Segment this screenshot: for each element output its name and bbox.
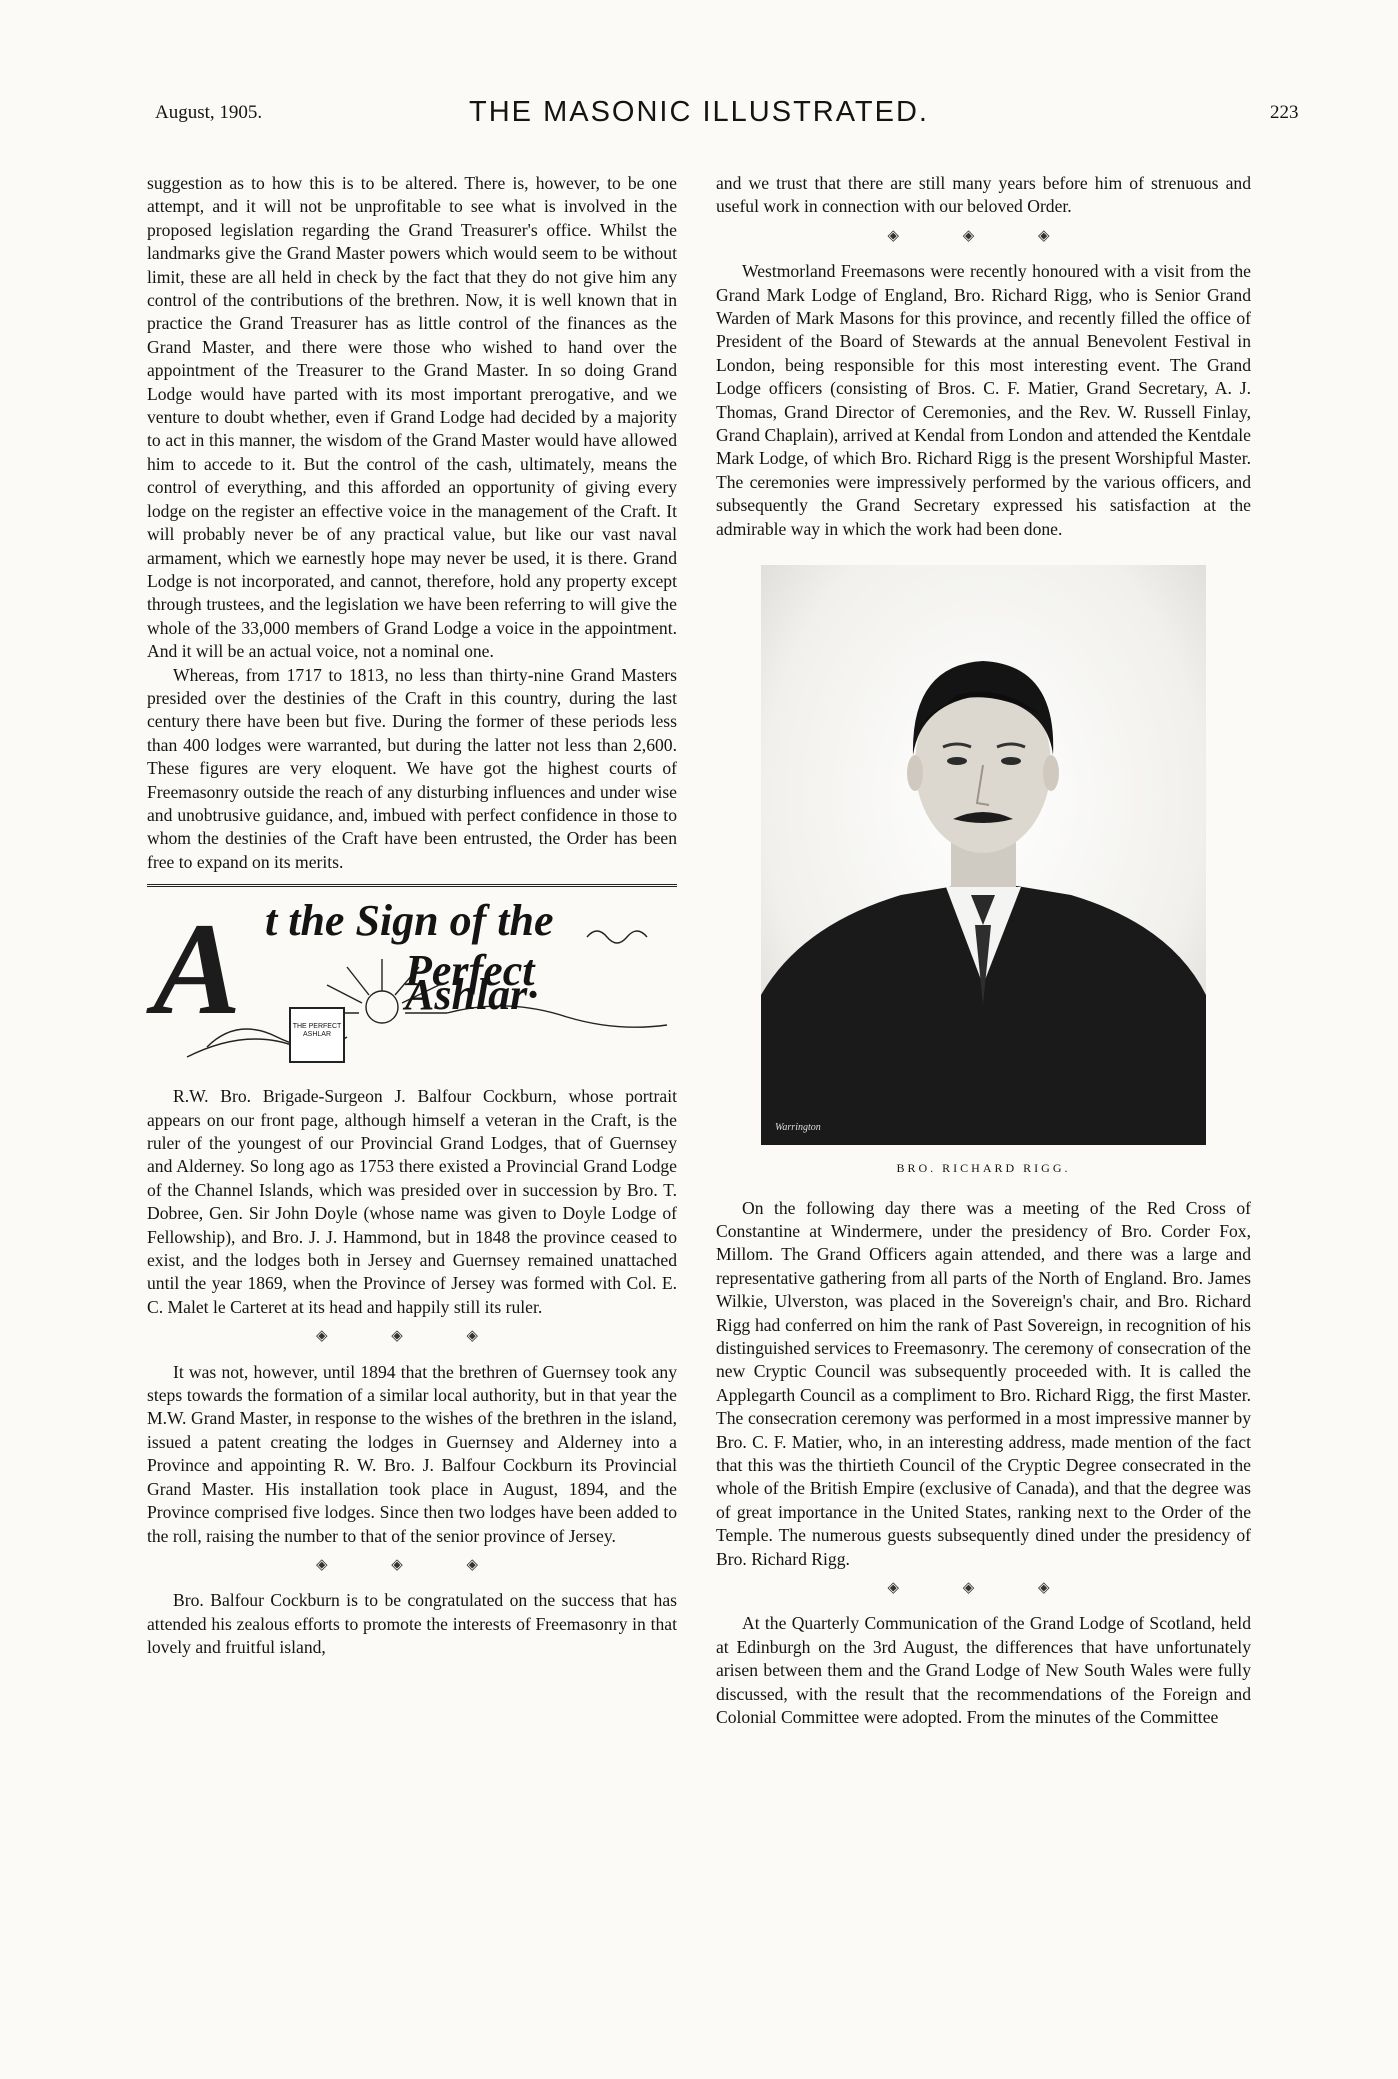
page-header (0, 96, 1398, 136)
paragraph: At the Quarterly Communication of the Grand Lodge of Scotland, held at Edinburgh on the 3rd August, the differences that have unfortunately arisen between them and the Grand Lodge of New South Wales were fully discussed, with the result that the recommendations of the Foreign and Colonial Committee were adopted. From the minutes of the Committee (716, 1613, 1251, 1728)
publication-title: THE MASONIC ILLUSTRATED. (469, 96, 929, 128)
paragraph: Bro. Balfour Cockburn is to be congratulated on the success that has attended his zealous efforts to promote the interests of Freemasonry in that lovely and fruitful island, (147, 1590, 677, 1658)
photographer-signature: Warrington (775, 1121, 821, 1133)
photo-caption: BRO. RICHARD RIGG. (896, 1161, 1071, 1176)
paragraph: Westmorland Freemasons were recently honoured with a visit from the Grand Mark Lodge of England, Bro. Richard Rigg, who is Senior Grand Warden of Mark Masons for this province, and recently filled the office of President of the Board of Stewards at the annual Benevolent Festival in London, being responsible for this most interesting event. The Grand Lodge officers (consisting of Bros. C. F. Matier, Grand Secretary, A. J. Thomas, Grand Director of Ceremonies, and the Rev. W. Russell Finlay, Grand Chaplain), arrived at Kendal from London and attended the Kentdale Mark Lodge, of which Bro. Richard Rigg is the present Worshipful Master. The ceremonies were impressively performed by the various officers, and subsequently the Grand Secretary expressed his satisfaction at the admirable way in which the work had been done. (716, 261, 1251, 539)
paragraph: It was not, however, until 1894 that the brethren of Guernsey took any steps towards the formation of a similar local authority, but in that year the M.W. Grand Master, in response to the wishes of the brethren in the island, issued a patent creating the lodges in Guernsey and Alderney into a Province and appointing R. W. Bro. J. Balfour Cockburn its Provincial Grand Master. His installation took place in August, 1894, and the Province comprised five lodges. Since then two lodges have been added to the roll, raising the number to that of the senior province of Jersey. (147, 1361, 677, 1546)
section-heading-ornament (147, 897, 677, 1069)
paragraph: Whereas, from 1717 to 1813, no less than thirty-nine Grand Masters presided over the destinies of the Craft in this country, during the last century there have been but five. During the former of these periods less than 400 lodges were warranted, but during the latter not less than 2,600. These figures are very eloquent. We have got the highest courts of Freemasonry outside the reach of any disturbing influences and under wise and unobtrusive guidance, and, imbued with perfect confidence in those to whom the destinies of the Craft have been entrusted, the Order has been free to expand on its merits. (147, 664, 677, 872)
paragraph-separator: ◈ ◈ ◈ (315, 1328, 509, 1345)
paragraph: suggestion as to how this is to be altered. There is, however, to be one attempt, and it will not be unprofitable to see what is involved in the proposed legislation regarding the Grand Treasurer's office. Whilst the landmarks give the Grand Master powers which would seem to be without limit, these are all held in check by the fact that they do not give him any control of the contributions of the brethren. Now, it is well known that in practice the Grand Treasurer has as little control of the finances as the Grand Master, and there were those who wished to hand over the appointment of the Treasurer to the Grand Master. In so doing Grand Lodge would have parted with its most important prerogative, and we venture to doubt whether, even if Grand Lodge had decided by a majority to act in this manner, the wisdom of the Grand Master would have allowed him to accede to it. But the control of the cash, ultimately, means the control of everything, and this afforded an opportunity of giving every lodge on the register an effective voice in the management of the Craft. It will probably never be of any practical value, but like our vast naval armament, which we earnestly hope may never be used, it is there. Grand Lodge is not incorporated, and cannot, therefore, hold any property except through trustees, and the legislation we have been referring to will give the whole of the 33,000 members of Grand Lodge a voice in the appointment. And it will be an actual voice, not a nominal one. (147, 173, 677, 662)
left-column (147, 172, 677, 1660)
paragraph-separator: ◈ ◈ ◈ (887, 1580, 1080, 1596)
paragraph-separator: ◈ ◈ ◈ (887, 227, 1080, 244)
ashlar-block: THE PERFECT ASHLAR (289, 1007, 345, 1063)
section-heading-line-2: Perfect Ashlar· (405, 946, 539, 1019)
paragraph-separator: ◈ ◈ ◈ (315, 1556, 509, 1573)
paragraph: On the following day there was a meeting of the Red Cross of Constantine at Windermere, under the presidency of Bro. Corder Fox, Millom. The Grand Officers again attended, and there was a large and representative gathering from all parts of the North of England. Bro. James Wilkie, Ulverston, was placed in the Sovereign's chair, and Bro. Richard Rigg had conferred on him the rank of Past Sovereign, in recognition of his distinguished services to Freemasonry. The ceremony of consecration of the new Cryptic Council was subsequently proceeded with. It is called the Applegarth Council as a compliment to Bro. Richard Rigg, the first Master. The consecration ceremony was performed in a most impressive manner by Bro. C. F. Matier, who, in an interesting address, made mention of the fact that this was the thirtieth Council of the Cryptic Degree consecrated in the whole of the British Empire (exclusive of Canada), and that the degree was of great importance in the United States, ranking next to the Order of the Temple. The numerous guests subsequently dined under the presidency of Bro. Richard Rigg. (716, 1197, 1251, 1569)
paragraph: and we trust that there are still many years before him of strenuous and useful work in connection with our beloved Order. (716, 173, 1251, 217)
section-heading-line-1: t the Sign of the (265, 896, 554, 946)
portrait-image (761, 565, 1206, 1145)
drop-cap-letter: A (153, 895, 242, 1043)
page-number: 223 (1270, 102, 1299, 123)
section-divider (147, 884, 677, 887)
issue-date: August, 1905. (155, 102, 263, 123)
paragraph: R.W. Bro. Brigade-Surgeon J. Balfour Cockburn, whose portrait appears on our front page, although himself a veteran in the Craft, is the ruler of the youngest of our Provincial Grand Lodges, that of Guernsey and Alderney. So long ago as 1753 there existed a Provincial Grand Lodge of the Channel Islands, which was presided over in succession by Bro. T. Dobree, Gen. Sir John Doyle (whose name was given to Doyle Lodge of Fellowship), and Bro. J. J. Hammond, but in 1848 the province ceased to exist, and the lodges both in Jersey and Guernsey remained unattached until the year 1869, when the Province of Jersey was formed with Col. E. C. Malet le Carteret at its head and happily still its ruler. (147, 1086, 677, 1317)
right-column (716, 172, 1251, 1729)
portrait-photo (761, 565, 1206, 1145)
